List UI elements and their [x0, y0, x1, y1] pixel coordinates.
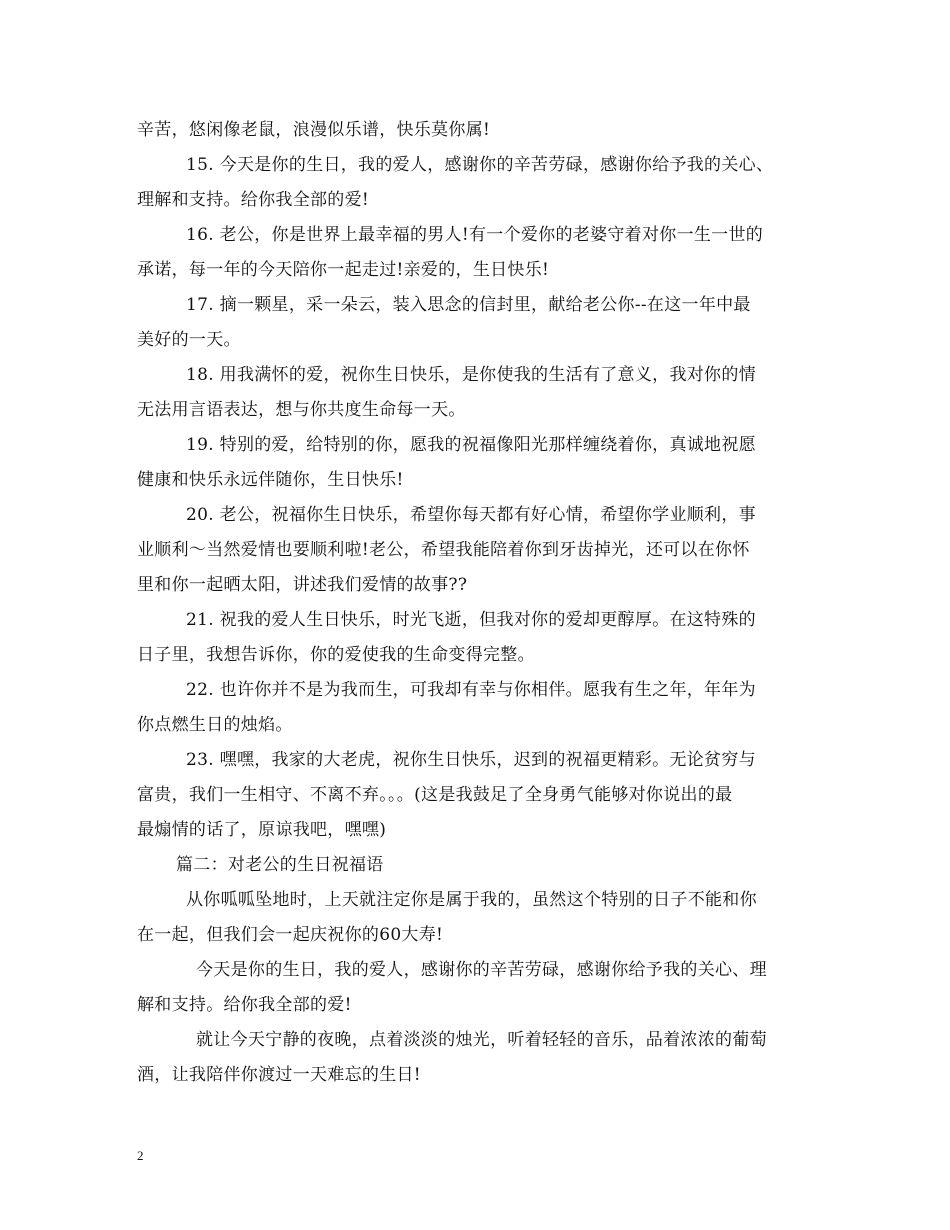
- body-text-line: 理解和支持。给你我全部的爱!: [137, 190, 370, 210]
- list-item-15: 15. 今天是你的生日，我的爱人，感谢你的辛苦劳碌，感谢你给予我的关心、: [186, 155, 774, 175]
- list-item-16: 16. 老公，你是世界上最幸福的男人!有一个爱你的老婆守着对你一生一世的: [186, 225, 764, 245]
- body-text-line: 最煽情的话了，原谅我吧，嘿嘿): [137, 820, 387, 840]
- list-item-20: 20. 老公，祝福你生日快乐，希望你每天都有好心情，希望你学业顺利，事: [186, 505, 756, 525]
- body-text-line: 承诺，每一年的今天陪你一起走过!亲爱的，生日快乐!: [137, 260, 550, 280]
- body-text-line: 日子里，我想告诉你，你的爱使我的生命变得完整。: [137, 645, 535, 665]
- paragraph-line: 今天是你的生日，我的爱人，感谢你的辛苦劳碌，感谢你给予我的关心、理: [196, 960, 767, 980]
- paragraph-line: 酒，让我陪伴你渡过一天难忘的生日!: [137, 1065, 421, 1085]
- paragraph-line: 从你呱呱坠地时，上天就注定你是属于我的，虽然这个特别的日子不能和你: [186, 890, 757, 910]
- body-text-line: 美好的一天。: [137, 330, 241, 350]
- list-item-21: 21. 祝我的爱人生日快乐，时光飞逝，但我对你的爱却更醇厚。在这特殊的: [186, 610, 756, 630]
- body-text-line: 业顺利～当然爱情也要顺利啦!老公，希望我能陪着你到牙齿掉光，还可以在你怀: [137, 540, 750, 560]
- body-text-line: 无法用言语表达，想与你共度生命每一天。: [137, 400, 466, 420]
- list-item-19: 19. 特别的爱，给特别的你，愿我的祝福像阳光那样缠绕着你，真诚地祝愿: [186, 435, 756, 455]
- page-number: 2: [137, 1148, 144, 1163]
- section-heading: 篇二：对老公的生日祝福语: [176, 855, 384, 875]
- list-item-18: 18. 用我满怀的爱，祝你生日快乐，是你使我的生活有了意义，我对你的情: [186, 365, 756, 385]
- paragraph-line: 在一起，但我们会一起庆祝你的60大寿!: [137, 925, 444, 945]
- body-text-line: 辛苦，悠闲像老鼠，浪漫似乐谱，快乐莫你属!: [137, 120, 491, 140]
- body-text-line: 里和你一起晒太阳，讲述我们爱情的故事??: [137, 575, 468, 595]
- body-text-line: 你点燃生日的烛焰。: [137, 715, 293, 735]
- body-text-line: 富贵，我们一生相守、不离不弃。。。(这是我鼓足了全身勇气能够对你说出的最: [137, 785, 733, 805]
- list-item-22: 22. 也许你并不是为我而生，可我却有幸与你相伴。愿我有生之年，年年为: [186, 680, 756, 700]
- paragraph-line: 就让今天宁静的夜晚，点着淡淡的烛光，听着轻轻的音乐，品着浓浓的葡萄: [196, 1030, 767, 1050]
- body-text-line: 健康和快乐永远伴随你，生日快乐!: [137, 470, 404, 490]
- list-item-23: 23. 嘿嘿，我家的大老虎，祝你生日快乐，迟到的祝福更精彩。无论贫穷与: [186, 750, 756, 770]
- list-item-17: 17. 摘一颗星，采一朵云，装入思念的信封里，献给老公你--在这一年中最: [186, 295, 751, 315]
- paragraph-line: 解和支持。给你我全部的爱!: [137, 995, 352, 1015]
